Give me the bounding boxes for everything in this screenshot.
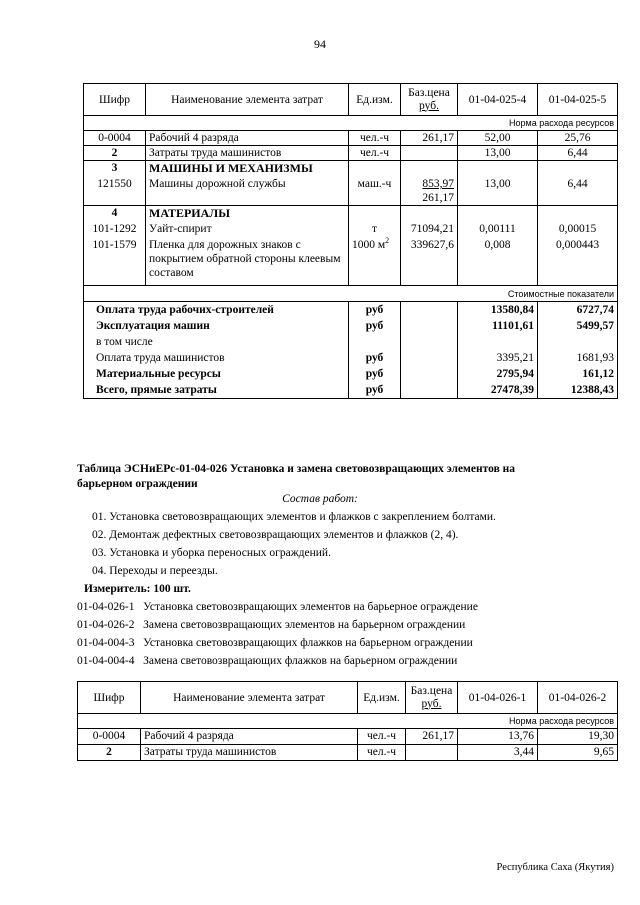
cost-unit: руб <box>365 352 384 364</box>
section-title-line2: барьерном ограждении <box>77 478 198 490</box>
cost-v1: 3395,21 <box>496 352 534 364</box>
table-row <box>78 729 618 745</box>
row-v1: 3,44 <box>458 745 538 761</box>
table-row <box>84 146 618 161</box>
row-unit: чел.-ч <box>349 131 401 146</box>
cost-unit: руб <box>365 384 384 396</box>
row-v2: 9,65 <box>538 745 618 761</box>
cost-v2: 161,12 <box>582 368 614 380</box>
row-v1: 0,008 <box>484 239 511 251</box>
code-text: Замена световозвращающих флажков на барьерном ограждении <box>143 655 458 667</box>
cost-name: Оплата труда рабочих-строителей <box>96 304 274 316</box>
row-v2: 0,000443 <box>555 239 600 251</box>
row-code: 101-1292 <box>92 223 137 235</box>
header-name: Наименование элемента затрат <box>141 682 358 714</box>
cost-v1: 27478,39 <box>490 384 534 396</box>
section-machines <box>84 161 618 206</box>
row-price: 261,17 <box>401 131 458 146</box>
row-code: 121550 <box>97 178 132 190</box>
section-title-line1: Таблица ЭСНиЕРс-01-04-026 Установка и замена световозвращающих элементов на <box>77 463 516 475</box>
row-v2: 19,30 <box>538 729 618 745</box>
table-row <box>78 745 618 761</box>
row-name: Затраты труда машинистов <box>146 146 349 161</box>
row-v1: 13,76 <box>458 729 538 745</box>
meter: Измеритель: 100 шт. <box>84 583 191 595</box>
header-price <box>401 84 458 116</box>
work-item: 01. Установка световозвращающих элементов и флажков с закреплением болтами. <box>92 511 496 523</box>
row-v1: 13,00 <box>484 178 511 190</box>
cost-v1: 13580,84 <box>490 304 534 316</box>
row-unit: маш.-ч <box>357 178 392 190</box>
row-name: Рабочий 4 разряда <box>146 131 349 146</box>
header-unit: Ед.изм. <box>349 84 401 116</box>
section-materials <box>84 206 618 286</box>
row-price: 339627,6 <box>410 239 454 251</box>
cost-v2: 6727,74 <box>576 304 614 316</box>
row-name: Уайт-спирит <box>149 223 212 235</box>
cost-name: в том числе <box>96 336 153 348</box>
cost-unit: руб <box>365 304 384 316</box>
header-price-line2: руб. <box>419 99 439 112</box>
header-price-line1: Баз.цена <box>408 86 450 99</box>
header-unit: Ед.изм. <box>358 682 406 714</box>
table-header-row <box>84 84 618 116</box>
row-code: 2 <box>84 146 146 161</box>
row-unit: чел.-ч <box>358 729 406 745</box>
code-text: Замена световозвращающих элементов на барьерном ограждении <box>143 619 466 631</box>
section-title: МАТЕРИАЛЫ <box>149 206 230 220</box>
table-header-row <box>78 682 618 714</box>
cost-name: Оплата труда машинистов <box>96 352 225 364</box>
code: 01-04-026-2 <box>77 619 135 631</box>
header-code: Шифр <box>78 682 141 714</box>
row-name: Затраты труда машинистов <box>141 745 358 761</box>
row-price-a: 853,97 <box>422 178 454 190</box>
cost-v2: 5499,57 <box>576 320 614 332</box>
cost-block <box>84 302 618 399</box>
section-code: 4 <box>111 207 118 219</box>
row-name-l3: составом <box>149 267 194 279</box>
code-text: Установка световозвращающих флажков на барьерном ограждении <box>143 637 473 649</box>
header-price <box>406 682 458 714</box>
row-unit <box>352 238 397 252</box>
cost-unit: руб <box>365 320 384 332</box>
footer-region: Республика Саха (Якутия) <box>496 862 614 873</box>
page-number: 94 <box>314 37 326 51</box>
row-code: 0-0004 <box>78 729 141 745</box>
code: 01-04-004-3 <box>77 637 135 649</box>
row-name: Машины дорожной службы <box>149 178 286 190</box>
row-v1: 0,00111 <box>479 223 516 235</box>
cost-name: Материальные ресурсы <box>96 368 221 380</box>
resource-table-2 <box>77 681 618 761</box>
cost-v1: 2795,94 <box>496 368 534 380</box>
row-v2: 25,76 <box>538 131 618 146</box>
cost-v2: 1681,93 <box>576 352 614 364</box>
header-col1: 01-04-025-4 <box>458 84 538 116</box>
row-v2: 0,00015 <box>558 223 597 235</box>
header-col1: 01-04-026-1 <box>458 682 538 714</box>
header-col2: 01-04-025-5 <box>538 84 618 116</box>
cost-name: Всего, прямые затраты <box>96 384 217 396</box>
unit-sup: 2 <box>385 236 390 246</box>
section-title: МАШИНЫ И МЕХАНИЗМЫ <box>149 161 313 175</box>
code-item <box>77 618 465 633</box>
unit-text: 1000 м <box>352 239 386 251</box>
work-item: 02. Демонтаж дефектных световозвращающих элементов и флажков (2, 4). <box>92 529 459 541</box>
row-price: 261,17 <box>406 729 458 745</box>
header-col2: 01-04-026-2 <box>538 682 618 714</box>
row-unit: т <box>371 223 378 235</box>
norm-label: Норма расхода ресурсов <box>78 714 618 729</box>
cost-v1: 11101,61 <box>492 320 534 332</box>
row-name: Рабочий 4 разряда <box>141 729 358 745</box>
section-code: 3 <box>111 162 118 174</box>
header-price-line2: руб. <box>421 697 442 710</box>
cost-unit: руб <box>365 368 384 380</box>
code: 01-04-004-4 <box>77 655 135 667</box>
code-item <box>77 654 457 669</box>
cost-label: Стоимостные показатели <box>84 286 618 302</box>
row-name-l1: Пленка для дорожных знаков с <box>149 239 301 251</box>
row-v2: 6,44 <box>538 146 618 161</box>
resource-table-1 <box>83 83 618 399</box>
code-item <box>77 636 473 651</box>
work-item: 03. Установка и уборка переносных ограждений. <box>92 547 331 559</box>
work-composition-title: Состав работ: <box>282 493 358 505</box>
header-name: Наименование элемента затрат <box>146 84 349 116</box>
row-name-l2: покрытием обратной стороны клеевым <box>149 253 341 265</box>
norm-label: Норма расхода ресурсов <box>84 116 618 131</box>
work-item: 04. Переходы и переезды. <box>92 565 218 577</box>
code-item <box>77 600 478 615</box>
row-v1: 13,00 <box>458 146 538 161</box>
row-price-b: 261,17 <box>422 192 454 204</box>
row-code: 101-1579 <box>92 239 137 251</box>
code-text: Установка световозвращающих элементов на барьерное ограждение <box>143 601 478 613</box>
cost-v2: 12388,43 <box>570 384 614 396</box>
row-v2: 6,44 <box>567 178 588 190</box>
header-price-line1: Баз.цена <box>410 684 453 697</box>
row-v1: 52,00 <box>458 131 538 146</box>
header-code: Шифр <box>84 84 146 116</box>
row-code: 2 <box>78 745 141 761</box>
row-price: 71094,21 <box>410 223 454 235</box>
row-unit: чел.-ч <box>358 745 406 761</box>
row-price <box>406 745 458 761</box>
row-code: 0-0004 <box>84 131 146 146</box>
table-row <box>84 131 618 146</box>
code: 01-04-026-1 <box>77 601 135 613</box>
row-price <box>401 146 458 161</box>
cost-name: Эксплуатация машин <box>96 320 210 332</box>
row-unit: чел.-ч <box>349 146 401 161</box>
